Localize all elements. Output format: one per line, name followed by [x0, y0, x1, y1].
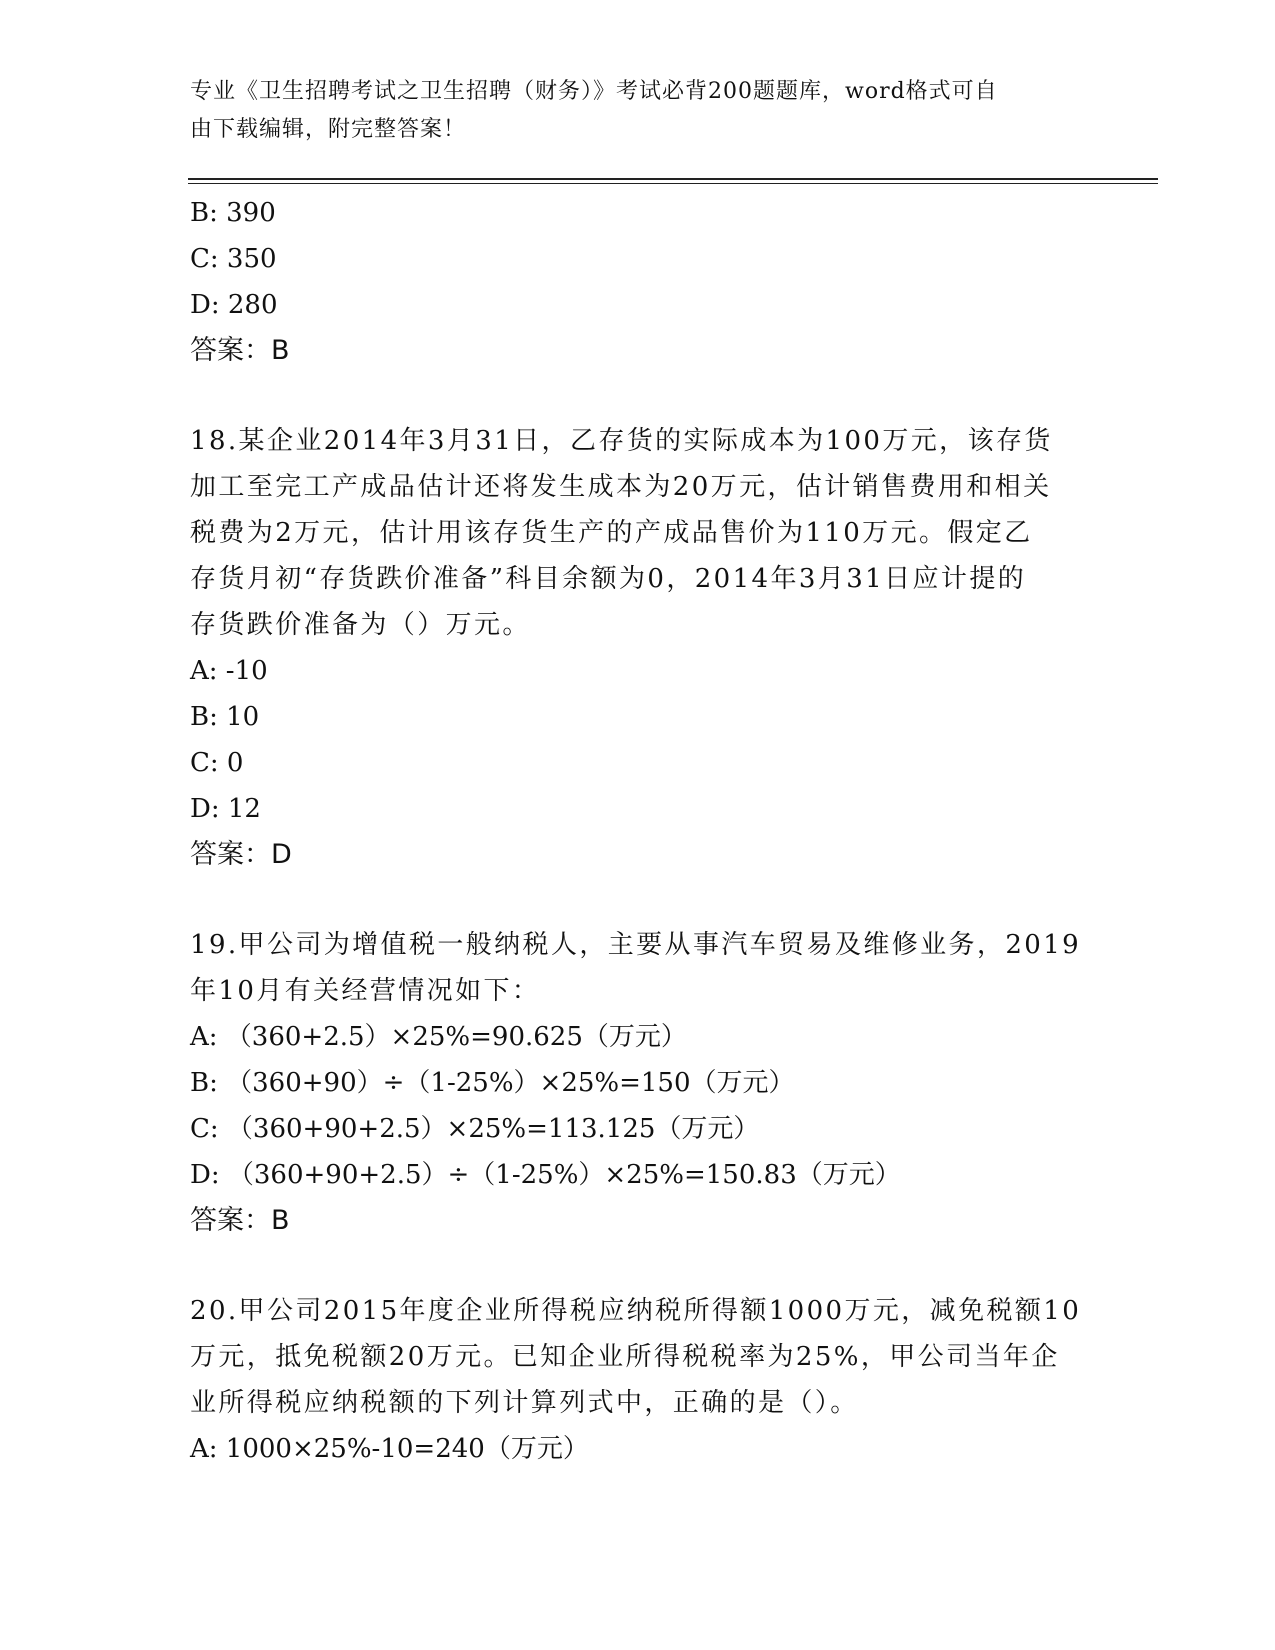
question-text-line: 税费为2万元，估计用该存货生产的产成品售价为110万元。假定乙 — [190, 518, 1033, 548]
question-text-line: 存货跌价准备为（）万元。 — [190, 610, 531, 640]
option-b: B: 10 — [190, 702, 260, 732]
option-c: C: 0 — [190, 748, 244, 778]
option-a: A: 1000×25%-10=240（万元） — [190, 1434, 589, 1464]
question-text-line: 18.某企业2014年3月31日，乙存货的实际成本为100万元，该存货 — [190, 426, 1053, 456]
option-d: D: 280 — [190, 290, 278, 320]
option-b: B: 390 — [190, 198, 276, 228]
question-text-line: 业所得税应纳税额的下列计算列式中，正确的是（）。 — [190, 1388, 859, 1418]
question-18 — [190, 418, 1090, 878]
question-20 — [190, 1288, 1090, 1472]
option-c: C: （360+90+2.5）×25%=113.125（万元） — [190, 1114, 760, 1144]
header-line-1: 专业《卫生招聘考试之卫生招聘（财务）》考试必背200题题库，word格式可自 — [190, 79, 998, 104]
header-rule-thick — [188, 178, 1158, 180]
option-d: D: （360+90+2.5）÷（1-25%）×25%=150.83（万元） — [190, 1160, 901, 1190]
option-c: C: 350 — [190, 244, 277, 274]
option-a: A: （360+2.5）×25%=90.625（万元） — [190, 1022, 687, 1052]
prev-question — [190, 190, 1090, 374]
document-body — [190, 190, 1090, 1472]
header-line-2: 由下载编辑，附完整答案！ — [190, 117, 467, 142]
question-text-line: 年10月有关经营情况如下： — [190, 976, 541, 1006]
answer-line: 答案：D — [190, 839, 292, 870]
question-text-line: 19.甲公司为增值税一般纳税人，主要从事汽车贸易及维修业务，2019 — [190, 930, 1082, 960]
answer-line: 答案：B — [190, 335, 290, 366]
question-text-line: 加工至完工产成品估计还将发生成本为20万元，估计销售费用和相关 — [190, 472, 1052, 502]
question-text-line: 万元，抵免税额20万元。已知企业所得税税率为25%，甲公司当年企 — [190, 1342, 1060, 1372]
answer-line: 答案：B — [190, 1205, 290, 1236]
header-rule-thin — [188, 183, 1158, 184]
question-19 — [190, 922, 1090, 1244]
document-header — [190, 73, 1090, 149]
option-b: B: （360+90）÷（1-25%）×25%=150（万元） — [190, 1068, 795, 1098]
option-a: A: -10 — [190, 656, 268, 686]
question-text-line: 20.甲公司2015年度企业所得税应纳税所得额1000万元，减免税额10 — [190, 1296, 1082, 1326]
question-text-line: 存货月初“存货跌价准备”科目余额为0，2014年3月31日应计提的 — [190, 564, 1027, 594]
option-d: D: 12 — [190, 794, 261, 824]
